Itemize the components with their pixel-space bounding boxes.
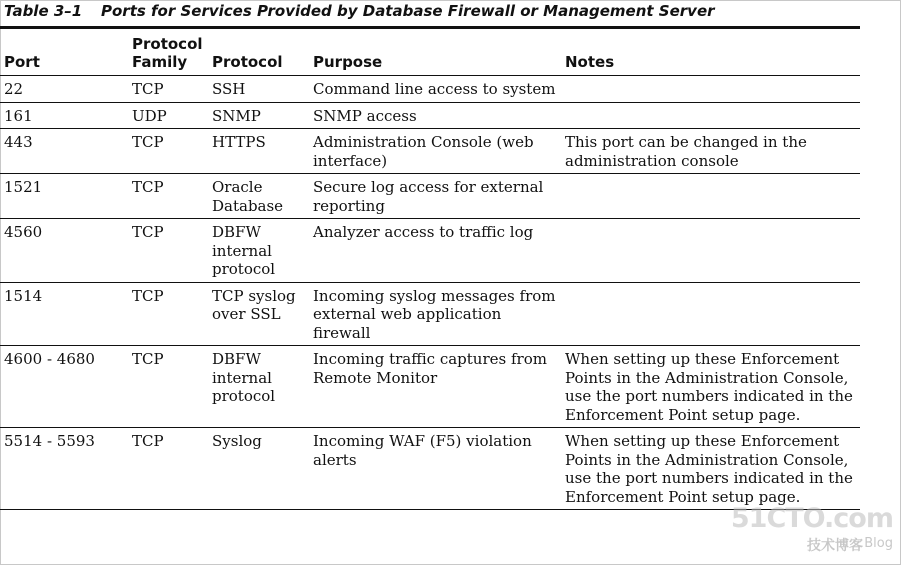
cell-family: TCP: [128, 428, 208, 510]
cell-protocol: TCP syslog over SSL: [208, 282, 309, 346]
cell-protocol: Syslog: [208, 428, 309, 510]
cell-port: 4600 - 4680: [0, 346, 128, 428]
cell-port: 4560: [0, 219, 128, 283]
cell-family: UDP: [128, 102, 208, 129]
ports-table: [0, 26, 860, 510]
cell-port: 22: [0, 76, 128, 103]
watermark-blog: Blog: [864, 536, 893, 551]
table-number: Table 3–1: [4, 2, 83, 20]
cell-family: TCP: [128, 174, 208, 219]
cell-notes: [561, 174, 860, 219]
cell-family: TCP: [128, 129, 208, 174]
cell-notes: [561, 102, 860, 129]
cell-notes: When setting up these Enforcement Points in the Administration Console, use the port numbers indicated in the Enforcement Point setup page.: [561, 346, 860, 428]
cell-notes: [561, 219, 860, 283]
watermark-subtitle: 技术博客: [807, 538, 863, 554]
table-row: [0, 282, 860, 346]
header-protocol: Protocol: [208, 28, 309, 76]
table-row: [0, 174, 860, 219]
cell-purpose: Incoming syslog messages from external web application firewall: [309, 282, 561, 346]
cell-notes: When setting up these Enforcement Points in the Administration Console, use the port numbers indicated in the Enforcement Point setup page.: [561, 428, 860, 510]
header-purpose: Purpose: [309, 28, 561, 76]
cell-port: 1521: [0, 174, 128, 219]
watermark-logo: 51CTO.com: [730, 503, 893, 534]
cell-protocol: SNMP: [208, 102, 309, 129]
cell-notes: [561, 282, 860, 346]
table-row: [0, 219, 860, 283]
cell-protocol: SSH: [208, 76, 309, 103]
cell-port: 443: [0, 129, 128, 174]
header-row: [0, 28, 860, 76]
cell-purpose: Secure log access for external reporting: [309, 174, 561, 219]
cell-port: 1514: [0, 282, 128, 346]
table-row: [0, 428, 860, 510]
cell-purpose: Administration Console (web interface): [309, 129, 561, 174]
header-notes: Notes: [561, 28, 860, 76]
table-row: [0, 129, 860, 174]
cell-purpose: Command line access to system: [309, 76, 561, 103]
cell-purpose: Analyzer access to traffic log: [309, 219, 561, 283]
cell-purpose: SNMP access: [309, 102, 561, 129]
header-protocol-family: Protocol Family: [128, 28, 208, 76]
cell-family: TCP: [128, 219, 208, 283]
cell-notes: [561, 76, 860, 103]
cell-protocol: Oracle Database: [208, 174, 309, 219]
table-row: [0, 76, 860, 103]
cell-family: TCP: [128, 346, 208, 428]
cell-family: TCP: [128, 282, 208, 346]
cell-protocol: HTTPS: [208, 129, 309, 174]
table-row: [0, 102, 860, 129]
cell-family: TCP: [128, 76, 208, 103]
table-caption: [4, 2, 715, 20]
cell-protocol: DBFW internal protocol: [208, 219, 309, 283]
table-title: Ports for Services Provided by Database Firewall or Management Server: [101, 2, 715, 20]
cell-protocol: DBFW internal protocol: [208, 346, 309, 428]
cell-port: 5514 - 5593: [0, 428, 128, 510]
cell-purpose: Incoming WAF (F5) violation alerts: [309, 428, 561, 510]
cell-port: 161: [0, 102, 128, 129]
header-port: Port: [0, 28, 128, 76]
cell-notes: This port can be changed in the administration console: [561, 129, 860, 174]
table-row: [0, 346, 860, 428]
cell-purpose: Incoming traffic captures from Remote Monitor: [309, 346, 561, 428]
